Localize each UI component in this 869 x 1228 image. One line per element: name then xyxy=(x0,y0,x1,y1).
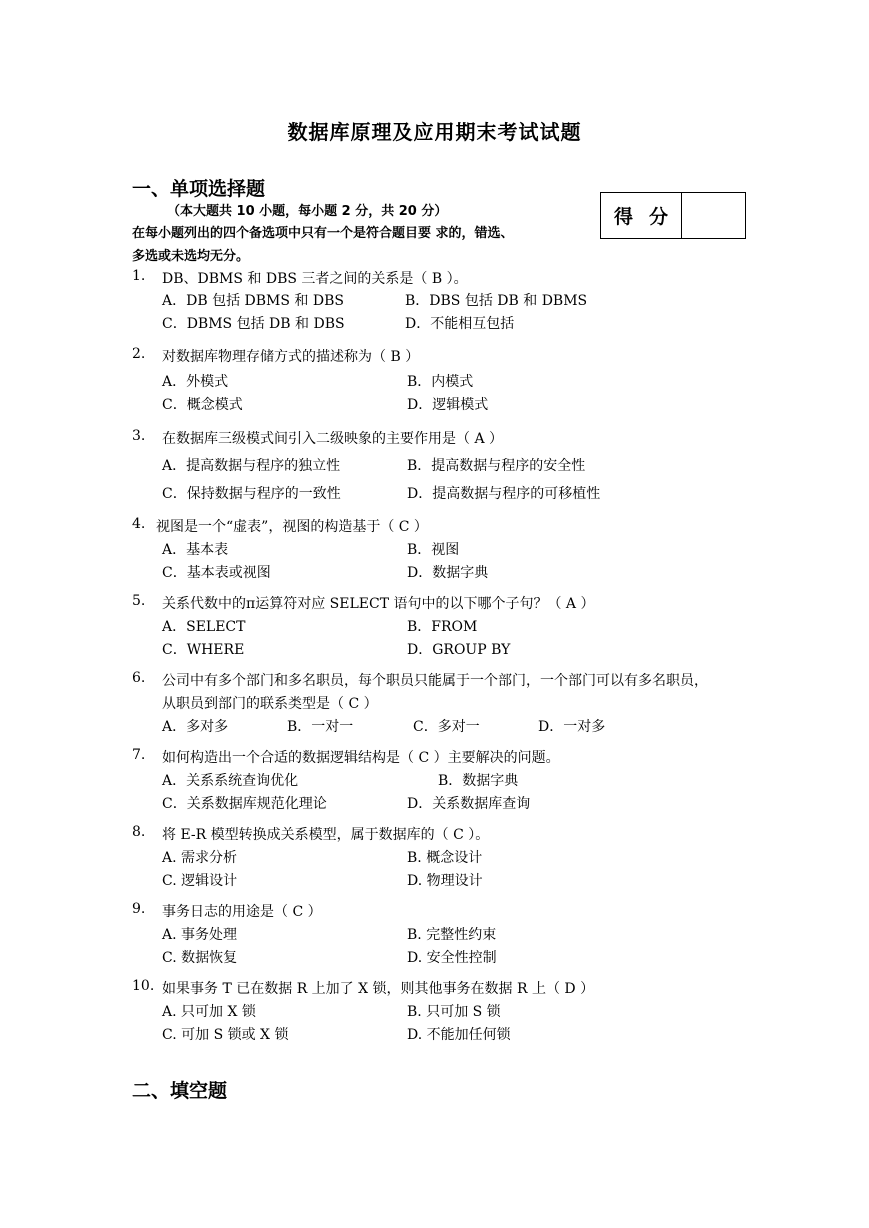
option-d: D．GROUP BY xyxy=(407,642,511,658)
question-number: 8. xyxy=(132,824,146,840)
option-a: A. 需求分析 xyxy=(162,850,238,866)
option-b: B．一对一 xyxy=(287,719,354,735)
option-d: D. 安全性控制 xyxy=(407,950,497,966)
option-d: D. 不能加任何锁 xyxy=(407,1027,511,1043)
question-text: 在数据库三级模式间引入二级映象的主要作用是（ A ） xyxy=(162,431,504,447)
option-c: C．保持数据与程序的一致性 xyxy=(162,486,341,502)
option-d: D. 物理设计 xyxy=(407,873,483,889)
option-c: C. 逻辑设计 xyxy=(162,873,238,889)
option-d: D．逻辑模式 xyxy=(407,397,489,413)
question-number: 9. xyxy=(132,901,146,917)
option-a: A．SELECT xyxy=(162,619,246,635)
option-c: C．WHERE xyxy=(162,642,245,658)
question-text: 关系代数中的π运算符对应 SELECT 语句中的以下哪个子句？（ A ） xyxy=(162,596,595,612)
option-a: A．多对多 xyxy=(162,719,229,735)
option-b: B．视图 xyxy=(407,542,460,558)
question-number: 4. xyxy=(132,516,146,532)
option-d: D．关系数据库查询 xyxy=(407,796,531,812)
option-d: D．提高数据与程序的可移植性 xyxy=(407,486,601,502)
option-b: B．数据字典 xyxy=(438,773,519,789)
option-b: B. 只可加 S 锁 xyxy=(407,1004,501,1020)
option-a: A．关系系统查询优化 xyxy=(162,773,299,789)
option-d: D．不能相互包括 xyxy=(405,316,515,332)
question-number: 5. xyxy=(132,593,146,609)
question-text: 对数据库物理存储方式的描述称为（ B ） xyxy=(162,349,420,365)
option-a: A．基本表 xyxy=(162,542,229,558)
option-c: C．基本表或视图 xyxy=(162,565,271,581)
option-c: C．多对一 xyxy=(413,719,480,735)
option-a: A. 只可加 X 锁 xyxy=(162,1004,256,1020)
option-c: C. 可加 S 锁或 X 锁 xyxy=(162,1027,289,1043)
option-a: A. 事务处理 xyxy=(162,927,238,943)
option-b: B．DBS 包括 DB 和 DBMS xyxy=(405,293,588,309)
score-box xyxy=(600,192,746,239)
option-b: B．内模式 xyxy=(407,374,474,390)
option-b: B．提高数据与程序的安全性 xyxy=(407,458,586,474)
option-b: B. 完整性约束 xyxy=(407,927,497,943)
option-c: C. 数据恢复 xyxy=(162,950,238,966)
question-number: 3. xyxy=(132,428,146,444)
option-b: B．FROM xyxy=(407,619,478,635)
question-text: 视图是一个“虚表”，视图的构造基于（ C ） xyxy=(156,519,428,535)
question-number: 2. xyxy=(132,346,146,362)
section2-heading: 二、填空题 xyxy=(132,1080,228,1102)
question-text: 如果事务 T 已在数据 R 上加了 X 锁，则其他事务在数据 R 上（ D ） xyxy=(162,981,595,997)
page-title: 数据库原理及应用期末考试试题 xyxy=(287,120,582,144)
section1-instructions-line2: 多选或未选均无分。 xyxy=(132,249,250,264)
score-value[interactable] xyxy=(682,193,745,238)
option-c: C．关系数据库规范化理论 xyxy=(162,796,327,812)
section1-instructions-line1: 在每小题列出的四个备选项中只有一个是符合题目要 求的，错选、 xyxy=(132,226,514,241)
section1-heading: 一、单项选择题 xyxy=(132,178,266,200)
option-a: A．DB 包括 DBMS 和 DBS xyxy=(162,293,344,309)
question-text: 将 E-R 模型转换成关系模型，属于数据库的（ C ）。 xyxy=(162,827,490,843)
question-text: DB、DBMS 和 DBS 三者之间的关系是（ B ）。 xyxy=(162,271,468,287)
option-d: D．数据字典 xyxy=(407,565,489,581)
option-a: A．外模式 xyxy=(162,374,229,390)
question-text: 公司中有多个部门和多名职员，每个职员只能属于一个部门，一个部门可以有多名职员， xyxy=(162,673,708,689)
question-number: 10. xyxy=(132,978,155,994)
score-label: 得分 xyxy=(601,193,682,238)
question-text: 事务日志的用途是（ C ） xyxy=(162,904,322,920)
option-c: C．概念模式 xyxy=(162,397,243,413)
option-c: C．DBMS 包括 DB 和 DBS xyxy=(162,316,345,332)
option-d: D．一对多 xyxy=(538,719,606,735)
question-text: 如何构造出一个合适的数据逻辑结构是（ C ）主要解决的问题。 xyxy=(162,750,560,766)
question-number: 7. xyxy=(132,747,146,763)
section1-subnote: （本大题共 10 小题，每小题 2 分，共 20 分） xyxy=(167,204,448,219)
option-a: A．提高数据与程序的独立性 xyxy=(162,458,341,474)
question-number: 6. xyxy=(132,670,146,686)
question-number: 1. xyxy=(132,268,146,284)
question-text-line2: 从职员到部门的联系类型是（ C ） xyxy=(162,696,378,712)
option-b: B. 概念设计 xyxy=(407,850,483,866)
